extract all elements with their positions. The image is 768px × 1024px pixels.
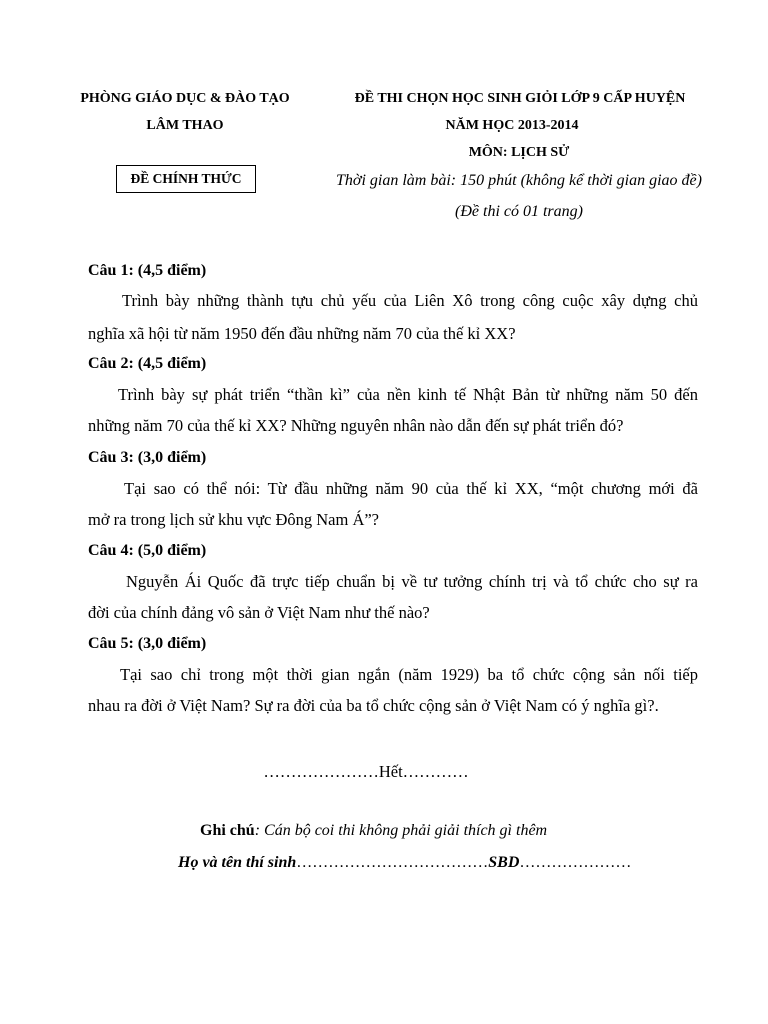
question-4-line-2: đời của chính đảng vô sản ở Việt Nam như thế nào? bbox=[88, 603, 430, 622]
question-3-line-1: Tại sao có thể nói: Từ đầu những năm 90 của thế kỉ XX, “một chương mới đã bbox=[124, 479, 698, 498]
note-line bbox=[200, 822, 547, 840]
end-mark: …………………Hết………… bbox=[263, 762, 469, 781]
candidate-line bbox=[178, 854, 631, 872]
question-1-line-2: nghĩa xã hội từ năm 1950 đến đầu những năm 70 của thế kỉ XX? bbox=[88, 324, 516, 343]
candidate-name-label: Họ và tên thí sinh bbox=[178, 854, 297, 871]
note-label: Ghi chú bbox=[200, 822, 255, 839]
question-2-title: Câu 2: (4,5 điểm) bbox=[88, 355, 207, 372]
question-5-line-2: nhau ra đời ở Việt Nam? Sự ra đời của ba tổ chức cộng sản ở Việt Nam có ý nghĩa gì?. bbox=[88, 696, 659, 715]
sbd-dots: ………………… bbox=[519, 854, 632, 871]
official-exam-box: ĐỀ CHÍNH THỨC bbox=[116, 165, 256, 193]
question-5-title: Câu 5: (3,0 điểm) bbox=[88, 635, 207, 652]
question-2-line-2: những năm 70 của thế kỉ XX? Những nguyên nhân nào dẫn đến sự phát triển đó? bbox=[88, 416, 624, 435]
district-name: LÂM THAO bbox=[146, 118, 224, 133]
question-5-line-1: Tại sao chỉ trong một thời gian ngắn (năm 1929) ba tổ chức cộng sản nối tiếp bbox=[120, 665, 698, 684]
question-1-title: Câu 1: (4,5 điểm) bbox=[88, 262, 207, 279]
pages-note: (Đề thi có 01 trang) bbox=[455, 203, 583, 220]
note-text: : Cán bộ coi thi không phải giải thích gì thêm bbox=[254, 822, 548, 839]
exam-title: ĐỀ THI CHỌN HỌC SINH GIỎI LỚP 9 CẤP HUYỆN bbox=[354, 91, 686, 106]
question-4-title: Câu 4: (5,0 điểm) bbox=[88, 542, 207, 559]
question-3-title: Câu 3: (3,0 điểm) bbox=[88, 449, 207, 466]
subject: MÔN: LỊCH SỬ bbox=[468, 145, 570, 160]
question-3-line-2: mở ra trong lịch sử khu vực Đông Nam Á”? bbox=[88, 510, 380, 529]
school-year: NĂM HỌC 2013-2014 bbox=[445, 118, 579, 133]
question-4-line-1: Nguyễn Ái Quốc đã trực tiếp chuẩn bị về tư tưởng chính trị và tổ chức cho sự ra bbox=[126, 572, 698, 591]
sbd-label: SBD bbox=[488, 854, 520, 871]
department-name: PHÒNG GIÁO DỤC & ĐÀO TẠO bbox=[80, 91, 290, 106]
question-2-line-1: Trình bày sự phát triển “thần kì” của nền kinh tế Nhật Bản từ những năm 50 đến bbox=[118, 385, 698, 404]
question-1-line-1: Trình bày những thành tựu chủ yếu của Liên Xô trong công cuộc xây dựng chủ bbox=[122, 291, 698, 310]
candidate-name-dots: ……………………………… bbox=[296, 854, 489, 871]
time-note: Thời gian làm bài: 150 phút (không kể thời gian giao đề) bbox=[336, 172, 702, 189]
